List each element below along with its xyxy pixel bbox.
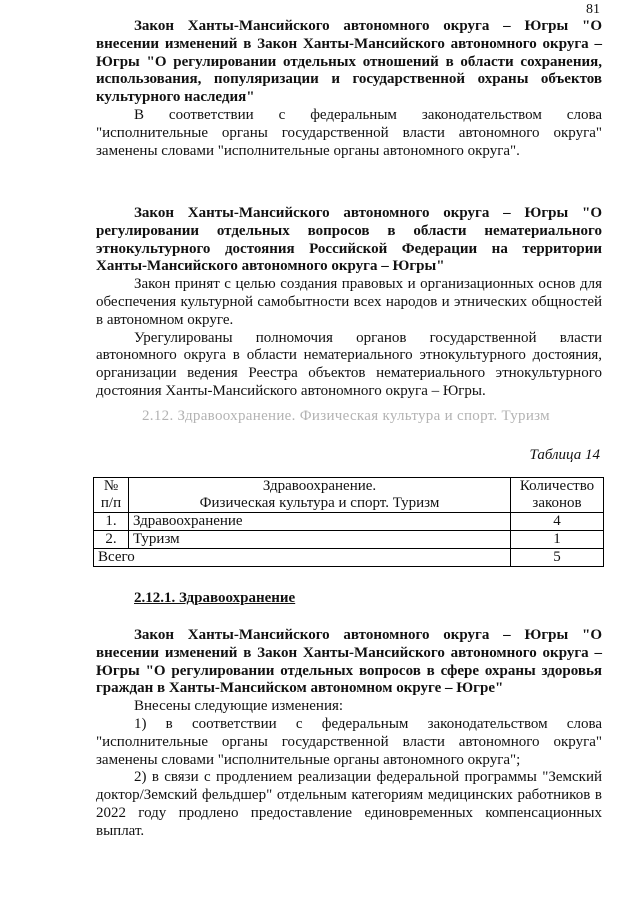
- law3-item2: 2) в связи с продлением реализации федеральной программы "Земский доктор/Земский фельдшер" отдельным категориям медицинских работников в 2022 году продлено предоставление единовременных компенсационных выплат.: [96, 769, 602, 839]
- header-count: Количество законов: [511, 478, 604, 513]
- row-num: 2.: [94, 531, 129, 549]
- table-row: [94, 531, 604, 549]
- law3-block: [96, 627, 602, 841]
- header-name-line2: Физическая культура и спорт. Туризм: [199, 495, 440, 511]
- section-heading: 2.12. Здравоохранение. Физическая культура и спорт. Туризм: [142, 408, 550, 424]
- total-label: Всего: [94, 549, 511, 567]
- row-name: Туризм: [129, 531, 511, 549]
- header-name-line1: Здравоохранение.: [262, 478, 377, 494]
- page-number: 81: [586, 2, 600, 17]
- law2-para1: Закон принят с целью создания правовых и организационных основ для обеспечения культурной самобытности всех народов и этнических общностей в автономном округе.: [96, 276, 602, 328]
- law1-block: [96, 18, 602, 160]
- total-count: 5: [511, 549, 604, 567]
- law3-title: Закон Ханты-Мансийского автономного округа – Югры "О внесении изменений в Закон Ханты-Мансийского автономного округа – Югры "О регулировании отдельных вопросов в сфере охраны здоровья граждан в Ханты-Мансийском автономном округе – Югре": [96, 627, 602, 697]
- subsection-heading: 2.12.1. Здравоохранение: [134, 590, 296, 606]
- law2-block: [96, 205, 602, 401]
- law1-text: В соответствии с федеральным законодательством слова "исполнительные органы государственной власти автономного округа" заменены словами "исполнительные органы автономного округа".: [96, 106, 602, 159]
- law2-title: Закон Ханты-Мансийского автономного округа – Югры "О регулировании отдельных вопросов в области нематериального этнокультурного достояния Российской Федерации на территории Ханты-Мансийского автономного округа – Югры": [96, 205, 602, 275]
- header-name: [129, 478, 511, 513]
- row-num: 1.: [94, 513, 129, 531]
- row-count: 1: [511, 531, 604, 549]
- row-count: 4: [511, 513, 604, 531]
- law1-title: Закон Ханты-Мансийского автономного округа – Югры "О внесении изменений в Закон Ханты-Мансийского автономного округа – Югры "О регулировании отдельных отношений в области сохранения, использования, популяризации и государственной охраны объектов культурного наследия": [96, 18, 602, 106]
- table-header-row: [94, 478, 604, 513]
- law3-item1: 1) в соответствии с федеральным законодательством слова "исполнительные органы государственной власти автономного округа" заменены словами "исполнительные органы автономного округа";: [96, 715, 602, 768]
- law3-intro: Внесены следующие изменения:: [134, 698, 344, 715]
- row-name: Здравоохранение: [129, 513, 511, 531]
- table-row: [94, 513, 604, 531]
- table-caption: Таблица 14: [529, 447, 600, 463]
- header-num: № п/п: [94, 478, 129, 513]
- laws-table: [93, 477, 604, 567]
- table-total-row: [94, 549, 604, 567]
- law2-para2: Урегулированы полномочия органов государственной власти автономного округа в области нематериального этнокультурного достояния, организации ведения Реестра объектов нематериального этнокультурного достояния Ханты-Мансийского автономного округа – Югры.: [96, 329, 602, 399]
